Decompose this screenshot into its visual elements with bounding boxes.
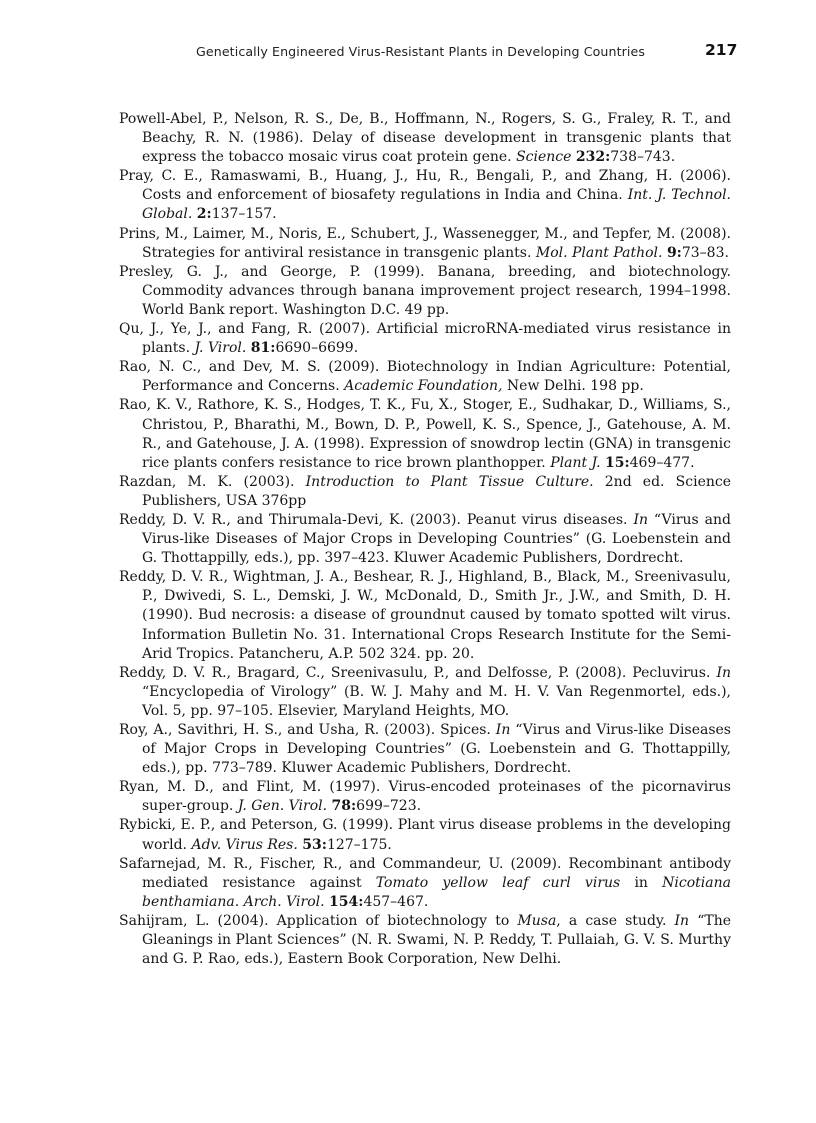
reference-text: Qu, J., Ye, J., and Fang, R. (2007). Artificial microRNA-mediated virus resistance in plants.: [119, 321, 731, 357]
reference-entry: [119, 912, 731, 969]
reference-entry: [119, 263, 731, 320]
reference-text: Rao, K. V., Rathore, K. S., Hodges, T. K., Fu, X., Stoger, E., Sudhakar, D., Williams, S., Christou, P., Bharathi, M., Bown, D. P., Powell, K. S., Spence, J., Gatehouse, A. M. R., and Gatehouse, J. A. (1998). Expression of snowdrop lectin (GNA) in transgenic rice plants confers resistance to rice brown planthopper.: [119, 397, 731, 471]
reference-entry: [119, 225, 731, 263]
page-number: 217: [705, 41, 738, 59]
reference-entry: [119, 358, 731, 396]
reference-entry: [119, 778, 731, 816]
italic-text: In: [495, 722, 511, 738]
italic-text: Science: [516, 149, 572, 166]
reference-text: , a case study.: [556, 912, 675, 929]
reference-text: Razdan, M. K. (2003).: [119, 473, 306, 490]
reference-text: Rao, N. C., and Dev, M. S. (2009). Biotechnology in Indian Agriculture: Potential, Performance and Concerns.: [119, 359, 731, 395]
reference-entry: [119, 396, 731, 472]
reference-text: Powell-Abel, P., Nelson, R. S., De, B., Hoffmann, N., Rogers, S. G., Fraley, R. T., and Beachy, R. N. (1986). Delay of disease development in transgenic plants that express the tobacco mosaic virus coat protein gene.: [119, 111, 731, 166]
bold-volume: 15:: [604, 454, 630, 471]
reference-text: 73–83.: [681, 244, 729, 261]
bold-volume: 81:: [250, 340, 276, 357]
reference-entry: [119, 167, 731, 224]
reference-text: in: [620, 874, 663, 891]
reference-text: 6690–6699.: [275, 340, 359, 357]
italic-text: In: [674, 912, 690, 929]
reference-text: 457–467.: [363, 893, 429, 910]
reference-text: Prins, M., Laimer, M., Noris, E., Schubert, J., Wassenegger, M., and Tepfer, M. (2008). Strategies for antiviral resistance in transgenic plants.: [119, 225, 731, 261]
reference-text: Pray, C. E., Ramaswami, B., Huang, J., Hu, R., Bengali, P., and Zhang, H. (2006). Costs and enforcement of biosafety regulations in India and China.: [119, 168, 731, 204]
italic-text: Adv. Virus Res.: [191, 836, 298, 853]
bold-volume: 9:: [666, 244, 682, 261]
reference-entry: [119, 855, 731, 912]
italic-text: In: [633, 511, 648, 528]
reference-text: Roy, A., Savithri, H. S., and Usha, R. (2003). Spices.: [119, 722, 496, 738]
bold-volume: 53:: [302, 836, 327, 853]
reference-text: 738–743.: [610, 149, 676, 166]
italic-text: Academic Foundation,: [344, 378, 503, 395]
italic-text: In: [716, 664, 731, 681]
italic-text: Musa: [517, 912, 557, 929]
italic-text: Nicotiana benthamiana: [142, 874, 731, 910]
bold-volume: 154:: [329, 893, 364, 910]
reference-text: Safarnejad, M. R., Fischer, R., and Commandeur, U. (2009). Recombinant antibody mediated resistance against: [119, 855, 731, 891]
reference-entry: [119, 320, 731, 358]
bold-volume: 232:: [575, 149, 611, 166]
reference-text: .: [234, 893, 244, 910]
reference-entry: [119, 473, 731, 511]
reference-text: Reddy, D. V. R., Wightman, J. A., Beshear, R. J., Highland, B., Black, M., Sreenivasulu, P., Dwivedi, S. L., Demski, J. W., McDonald, D., Smith Jr., J.W., and Smith, D. H. (1990). Bud necrosis: a disease of groundnut caused by tomato spotted wilt virus. Information Bulletin No. 31. International Crops Research Institute for the Semi-Arid Tropics. Patancheru, A.P. 502 324. pp. 20.: [119, 569, 731, 662]
bold-volume: 78:: [331, 798, 357, 815]
reference-entry: [119, 664, 731, 721]
reference-text: 2nd ed. Science Publishers, USA 376pp: [142, 473, 731, 509]
reference-text: “The Gleanings in Plant Sciences” (N. R. Swami, N. P. Reddy, T. Pullaiah, G. V. S. Murthy and G. P. Rao, eds.), Eastern Book Corporation, New Delhi.: [142, 912, 731, 968]
running-title: Genetically Engineered Virus-Resistant Plants in Developing Countries: [196, 44, 645, 59]
reference-text: 699–723.: [356, 798, 422, 815]
reference-text: Reddy, D. V. R., and Thirumala-Devi, K. (2003). Peanut virus diseases.: [119, 511, 634, 528]
reference-list: [119, 110, 731, 969]
italic-text: Int. J. Technol. Global.: [142, 187, 732, 223]
reference-text: “Virus and Virus-like Diseases of Major Crops in Developing Countries” (G. Loebenstein and G. Thottappilly, eds.), pp. 773–789. Kluwer Academic Publishers, Dordrecht.: [142, 722, 731, 777]
italic-text: J. Gen. Virol.: [237, 798, 328, 815]
reference-text: Sahijram, L. (2004). Application of biotechnology to: [119, 912, 518, 929]
italic-text: Plant J.: [550, 454, 601, 471]
reference-text: “Virus and Virus-like Diseases of Major Crops in Developing Countries” (G. Loebenstein and G. Thottappilly, eds.), pp. 397–423. Kluwer Academic Publishers, Dordrecht.: [142, 511, 731, 567]
italic-text: J. Virol.: [194, 340, 247, 357]
italic-text: Introduction to Plant Tissue Culture.: [305, 473, 594, 490]
italic-text: Tomato yellow leaf curl virus: [375, 874, 621, 891]
reference-text: “Encyclopedia of Virology” (B. W. J. Mahy and M. H. V. Van Regenmortel, eds.), Vol. 5, pp. 97–105. Elsevier, Maryland Heights, MO.: [142, 683, 731, 719]
reference-entry: [119, 721, 731, 778]
reference-text: Rybicki, E. P., and Peterson, G. (1999). Plant virus disease problems in the developing world.: [119, 817, 731, 853]
italic-text: Arch. Virol.: [243, 893, 325, 910]
running-header: [0, 41, 816, 64]
reference-entry: [119, 568, 731, 663]
reference-text: Ryan, M. D., and Flint, M. (1997). Virus-encoded proteinases of the picornavirus super-group.: [119, 779, 731, 815]
reference-text: Presley, G. J., and George, P. (1999). Banana, breeding, and biotechnology. Commodity advances through banana improvement project research, 1994–1998. World Bank report. Washington D.C. 49 pp.: [119, 263, 731, 318]
bold-volume: 2:: [196, 206, 212, 223]
reference-text: New Delhi. 198 pp.: [502, 378, 644, 395]
reference-entry: [119, 110, 731, 167]
reference-text: Reddy, D. V. R., Bragard, C., Sreenivasulu, P., and Delfosse, P. (2008). Pecluvirus.: [119, 664, 717, 681]
reference-text: 469–477.: [629, 454, 695, 471]
reference-text: 137–157.: [211, 206, 277, 223]
reference-entry: [119, 816, 731, 854]
reference-entry: [119, 511, 731, 568]
reference-text: 127–175.: [326, 836, 392, 853]
italic-text: Mol. Plant Pathol.: [535, 244, 663, 261]
